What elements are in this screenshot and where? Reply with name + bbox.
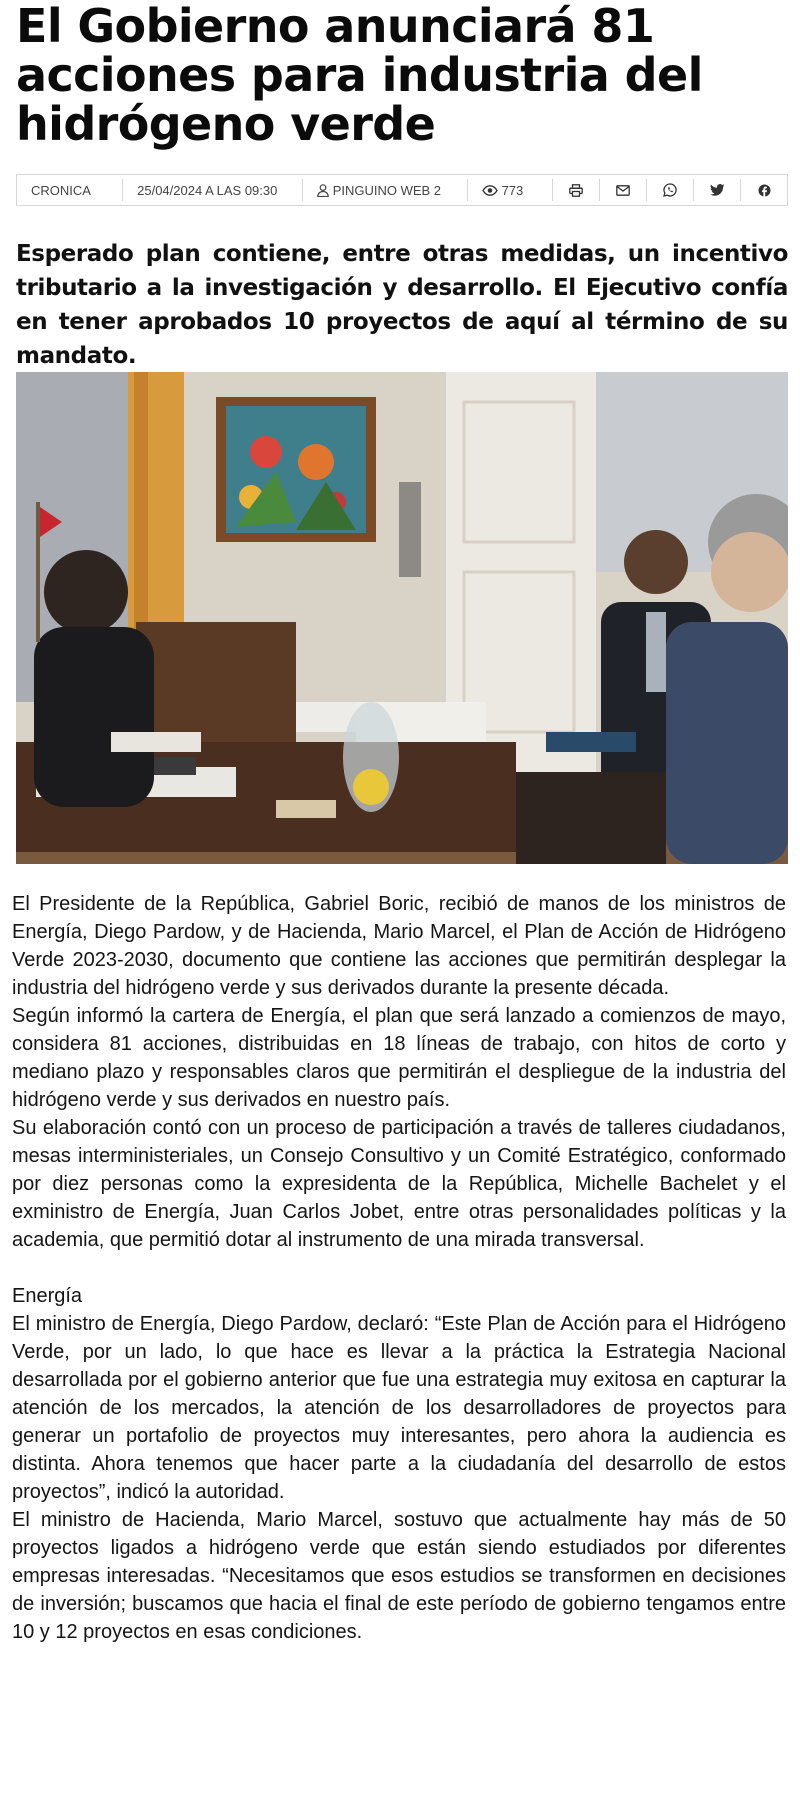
publish-date: 25/04/2024 A LAS 09:30 bbox=[123, 179, 303, 201]
twitter-share-button[interactable] bbox=[694, 179, 741, 201]
author-link[interactable] bbox=[303, 179, 468, 201]
facebook-icon bbox=[758, 184, 771, 197]
view-count bbox=[468, 179, 554, 201]
whatsapp-icon bbox=[663, 183, 677, 197]
category-link[interactable]: CRONICA bbox=[17, 179, 123, 201]
mail-icon bbox=[616, 185, 630, 196]
email-share-button[interactable] bbox=[600, 179, 647, 201]
body-paragraph: El ministro de Hacienda, Mario Marcel, sostuvo que actualmente hay más de 50 proyectos ligados a hidrógeno verde que están siendo estudiados por diferentes empresas interesadas. “Necesitamos que esos estudios se transformen en decisiones de inversión; buscamos que hacia el final de este período de gobierno tengamos entre 10 y 12 proyectos en esas condiciones. bbox=[12, 1509, 786, 1643]
article-body bbox=[12, 890, 786, 1646]
article-meta-bar bbox=[16, 174, 788, 206]
print-button[interactable] bbox=[553, 179, 600, 201]
body-paragraph: Según informó la cartera de Energía, el plan que será lanzado a comienzos de mayo, considera 81 acciones, distribuidas en 18 líneas de trabajo, con hitos de corto y mediano plazo y responsables claros que permitirán el despliegue de la industria del hidrógeno verde y sus derivados en nuestro país. bbox=[12, 1005, 786, 1111]
author-name: PINGUINO WEB 2 bbox=[332, 182, 442, 198]
print-icon bbox=[569, 184, 583, 197]
article-title: El Gobierno anunciará 81 acciones para industria del hidrógeno verde bbox=[16, 0, 703, 151]
view-count-value: 773 bbox=[501, 182, 524, 198]
facebook-share-button[interactable] bbox=[741, 179, 787, 201]
paragraph-spacer bbox=[12, 1254, 786, 1282]
body-paragraph: Su elaboración contó con un proceso de participación a través de talleres ciudadanos, mesas interministeriales, un Consejo Consultivo y un Comité Estratégico, conformado por diez personas como la expresidenta de la República, Michelle Bachelet y el exministro de Energía, Juan Carlos Jobet, entre otras personalidades políticas y la academia, que permitió dotar al instrumento de una mirada transversal. bbox=[12, 1117, 786, 1251]
body-paragraph: El Presidente de la República, Gabriel Boric, recibió de manos de los ministros de Energía, Diego Pardow, y de Hacienda, Mario Marcel, el Plan de Acción de Hidrógeno Verde 2023-2030, documento que contiene las acciones que permitirán desplegar la industria del hidrógeno verde y sus derivados durante la presente década. bbox=[12, 893, 786, 999]
twitter-icon bbox=[710, 184, 725, 196]
article-photo bbox=[16, 372, 788, 864]
article-lead: Esperado plan contiene, entre otras medidas, un incentivo tributario a la investigación y desarrollo. El Ejecutivo confía en tener aprobados 10 proyectos de aquí al término de su mandato. bbox=[16, 241, 788, 369]
body-paragraph: El ministro de Energía, Diego Pardow, declaró: “Este Plan de Acción para el Hidrógeno Verde, por un lado, lo que hace es llevar a la práctica la Estrategia Nacional desarrollada por el gobierno anterior que fue una estrategia muy exitosa en capturar la atención de los mercados, la atención de los desarrolladores de proyectos para generar un portafolio de proyectos muy interesantes, pero ahora la audiencia es distinta. Ahora tenemos que hacer parte a la ciudadanía del desarrollo de estos proyectos”, indicó la autoridad. bbox=[12, 1313, 786, 1503]
section-heading: Energía bbox=[12, 1285, 83, 1307]
eye-icon bbox=[482, 185, 502, 196]
user-icon bbox=[317, 184, 333, 197]
whatsapp-share-button[interactable] bbox=[647, 179, 694, 201]
